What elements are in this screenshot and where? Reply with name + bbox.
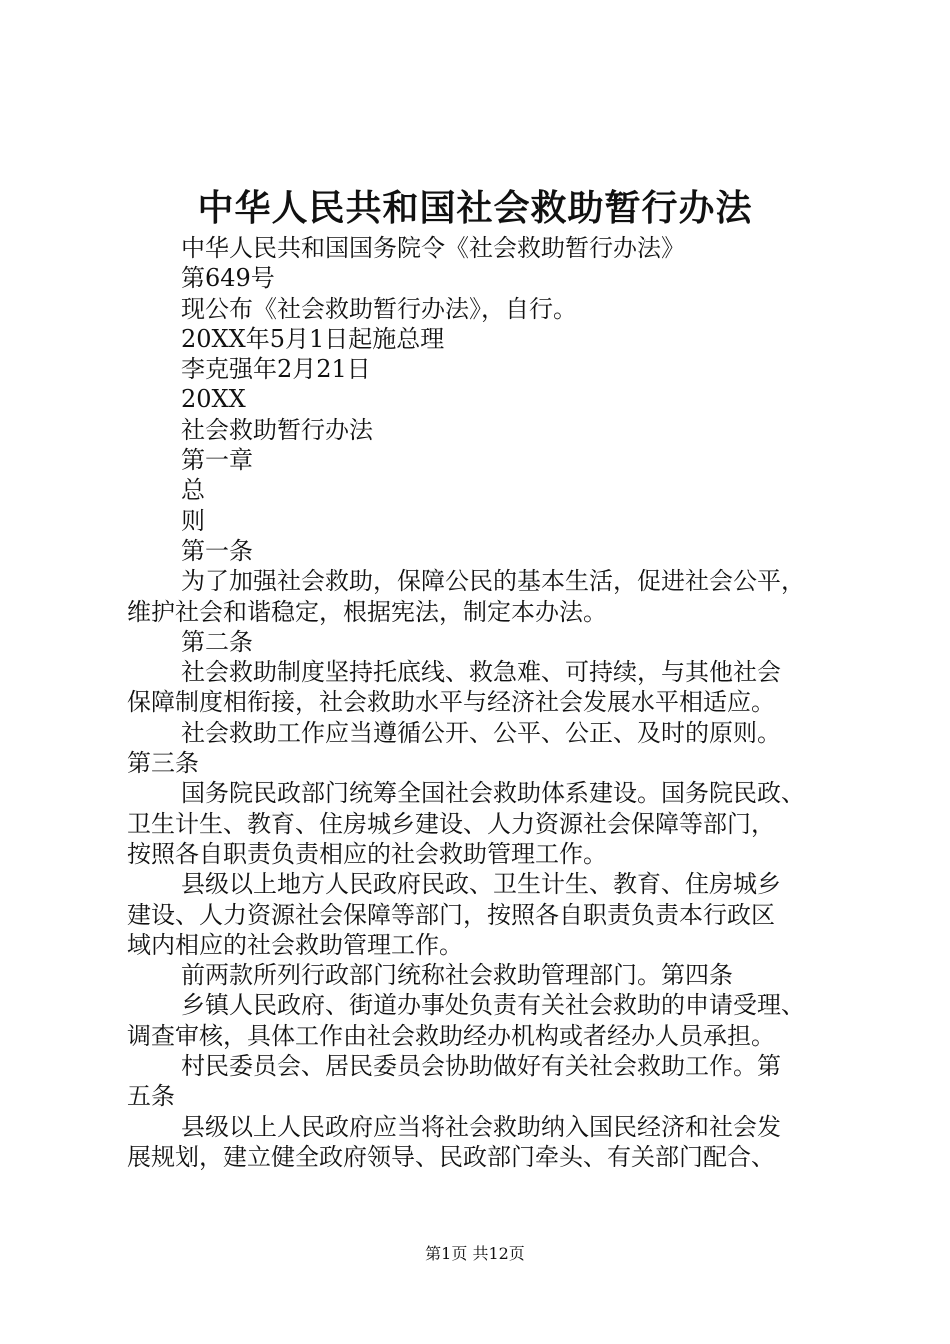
text-line: 社会救助暂行办法 <box>181 415 373 444</box>
article-heading: 第三条 <box>127 749 199 778</box>
text-line: 李克强年2月21日 <box>181 355 371 384</box>
text-line: 村民委员会、居民委员会协助做好有关社会救助工作。第 <box>181 1052 781 1081</box>
text-line: 中华人民共和国国务院令《社会救助暂行办法》 <box>181 234 685 262</box>
text-line: 域内相应的社会救助管理工作。 <box>127 930 463 959</box>
text-line: 乡镇人民政府、街道办事处负责有关社会救助的申请受理、 <box>181 991 805 1020</box>
chapter-heading: 第一章 <box>181 446 253 475</box>
text-line: 社会救助制度坚持托底线、救急难、可持续，与其他社会 <box>181 658 781 687</box>
document-title: 中华人民共和国社会救助暂行办法 <box>197 187 753 229</box>
text-line: 第649号 <box>181 264 275 293</box>
text-line: 20XX年5月1日起施总理 <box>181 324 445 353</box>
text-line: 按照各自职责负责相应的社会救助管理工作。 <box>127 839 607 868</box>
text-line: 前两款所列行政部门统称社会救助管理部门。第四条 <box>181 961 733 990</box>
article-heading: 第一条 <box>181 536 253 565</box>
page-footer: 第1页 共12页 <box>425 1244 525 1263</box>
document-body <box>127 233 837 1172</box>
text-line: 展规划，建立健全政府领导、民政部门牵头、有关部门配合、 <box>127 1142 775 1171</box>
text-line: 保障制度相衔接，社会救助水平与经济社会发展水平相适应。 <box>127 688 775 717</box>
text-line: 现公布《社会救助暂行办法》，自行。 <box>181 294 577 323</box>
text-line: 维护社会和谐稳定，根据宪法，制定本办法。 <box>127 597 607 626</box>
article-heading: 第二条 <box>181 627 253 656</box>
text-line: 则 <box>181 506 205 535</box>
text-line: 社会救助工作应当遵循公开、公平、公正、及时的原则。 <box>181 718 781 747</box>
text-line: 调查审核，具体工作由社会救助经办机构或者经办人员承担。 <box>127 1021 775 1050</box>
text-line: 总 <box>181 476 205 505</box>
article-heading: 五条 <box>127 1082 175 1111</box>
text-line: 国务院民政部门统筹全国社会救助体系建设。国务院民政、 <box>181 779 805 808</box>
text-line: 建设、人力资源社会保障等部门，按照各自职责负责本行政区 <box>127 900 775 929</box>
text-line: 卫生计生、教育、住房城乡建设、人力资源社会保障等部门， <box>127 809 775 838</box>
text-line: 县级以上地方人民政府民政、卫生计生、教育、住房城乡 <box>181 870 781 899</box>
text-line: 20XX <box>181 385 246 414</box>
text-line: 县级以上人民政府应当将社会救助纳入国民经济和社会发 <box>181 1112 781 1141</box>
text-line: 为了加强社会救助，保障公民的基本生活，促进社会公平， <box>181 567 805 596</box>
